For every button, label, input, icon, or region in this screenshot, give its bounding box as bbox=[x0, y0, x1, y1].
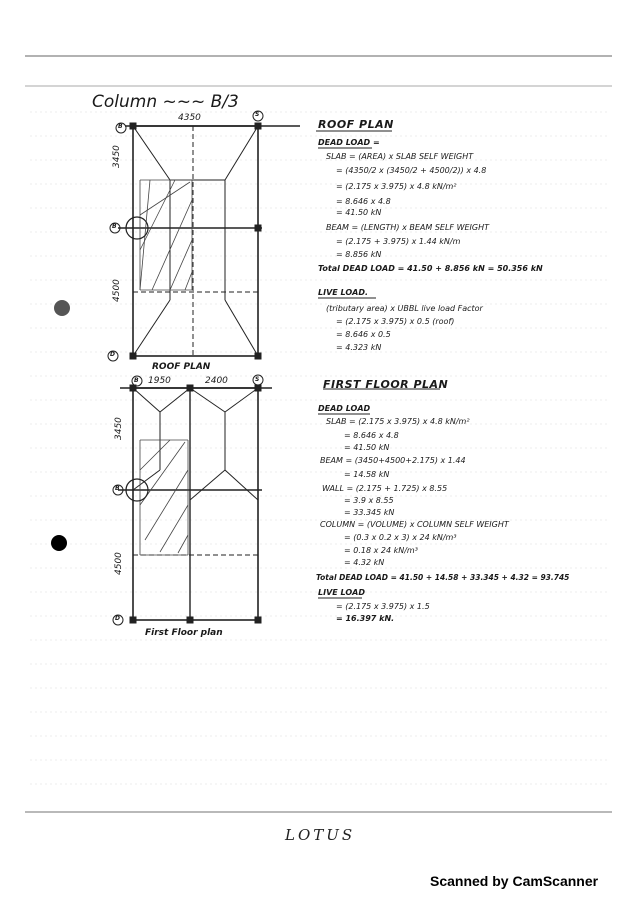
roof-live-line: (tributary area) x UBBL live load Factor bbox=[326, 304, 483, 313]
ff-dim-top-1: 1950 bbox=[148, 376, 171, 386]
ff-dead-line: SLAB = (2.175 x 3.975) x 4.8 kN/m² bbox=[326, 417, 470, 426]
first-floor-plan-drawing bbox=[113, 375, 272, 625]
ff-dead-load-title: DEAD LOAD bbox=[318, 404, 371, 413]
roof-live-load-title: LIVE LOAD. bbox=[318, 288, 368, 297]
roof-dead-line: = 41.50 kN bbox=[336, 208, 382, 217]
ff-plan-caption: First Floor plan bbox=[145, 628, 223, 638]
roof-grid-b: B bbox=[118, 123, 123, 130]
roof-dead-line: = 8.856 kN bbox=[336, 250, 382, 259]
ff-dead-line: WALL = (2.175 + 1.725) x 8.55 bbox=[322, 484, 448, 493]
ff-grid-s: S bbox=[255, 376, 260, 383]
ff-dead-line: = 0.18 x 24 kN/m³ bbox=[344, 546, 418, 555]
ff-live-line: = (2.175 x 3.975) x 1.5 bbox=[336, 602, 430, 611]
ff-dead-line: = (0.3 x 0.2 x 3) x 24 kN/m³ bbox=[344, 533, 457, 542]
roof-dead-line: BEAM = (LENGTH) x BEAM SELF WEIGHT bbox=[326, 223, 489, 232]
roof-dim-top: 4350 bbox=[178, 113, 201, 123]
punch-hole-icon bbox=[54, 300, 70, 316]
ff-plan-title: FIRST FLOOR PLAN bbox=[323, 378, 449, 391]
page-title: Column ~~~ B/3 bbox=[92, 92, 239, 112]
roof-plan-title: ROOF PLAN bbox=[318, 118, 394, 131]
ff-dim-left-2: 4500 bbox=[114, 552, 124, 575]
roof-plan-caption: ROOF PLAN bbox=[152, 362, 211, 372]
ff-dead-line: = 8.646 x 4.8 bbox=[344, 431, 399, 440]
roof-dead-line: = 8.646 x 4.8 bbox=[336, 197, 391, 206]
roof-live-line: = 8.646 x 0.5 bbox=[336, 330, 391, 339]
ff-grid-mid: B bbox=[115, 485, 120, 492]
ff-dead-line: BEAM = (3450+4500+2.175) x 1.44 bbox=[320, 456, 466, 465]
punch-hole-icon bbox=[51, 535, 67, 551]
ff-dead-line: = 14.58 kN bbox=[344, 470, 390, 479]
ff-live-line: = 16.397 kN. bbox=[336, 614, 395, 623]
ff-dim-top-2: 2400 bbox=[205, 376, 228, 386]
roof-grid-mid: B bbox=[112, 223, 117, 230]
roof-grid-d: D bbox=[110, 351, 115, 358]
ff-dead-line: = 4.32 kN bbox=[344, 558, 385, 567]
ff-dead-line: = 3.9 x 8.55 bbox=[344, 496, 394, 505]
ff-dim-left-1: 3450 bbox=[114, 417, 124, 440]
roof-dead-line: = (2.175 + 3.975) x 1.44 kN/m bbox=[336, 237, 461, 246]
roof-dead-line: = (2.175 x 3.975) x 4.8 kN/m² bbox=[336, 182, 457, 191]
lotus-logo: LOTUS bbox=[285, 826, 356, 844]
ff-dead-total: Total DEAD LOAD = 41.50 + 14.58 + 33.345 + 4.32 = 93.745 bbox=[316, 573, 570, 582]
roof-dim-left-2: 4500 bbox=[112, 279, 122, 302]
ff-grid-b: B bbox=[134, 377, 139, 384]
roof-grid-s: S bbox=[255, 111, 260, 118]
roof-dead-line: SLAB = (AREA) x SLAB SELF WEIGHT bbox=[326, 152, 474, 161]
roof-dead-line: = (4350/2 x (3450/2 + 4500/2)) x 4.8 bbox=[336, 166, 487, 175]
scanner-watermark: Scanned by CamScanner bbox=[430, 873, 599, 889]
ff-grid-d: D bbox=[115, 615, 120, 622]
roof-dead-total: Total DEAD LOAD = 41.50 + 8.856 kN = 50.356 kN bbox=[318, 264, 543, 273]
ruled-lines bbox=[30, 112, 610, 784]
ff-dead-line: = 33.345 kN bbox=[344, 508, 395, 517]
roof-dead-load-title: DEAD LOAD = bbox=[318, 138, 380, 147]
roof-plan-drawing bbox=[108, 111, 300, 361]
roof-dim-left-1: 3450 bbox=[112, 145, 122, 168]
roof-live-line: = 4.323 kN bbox=[336, 343, 382, 352]
ff-dead-line: COLUMN = (VOLUME) x COLUMN SELF WEIGHT bbox=[320, 520, 509, 529]
ff-live-load-title: LIVE LOAD bbox=[318, 588, 365, 597]
ff-dead-line: = 41.50 kN bbox=[344, 443, 390, 452]
roof-live-line: = (2.175 x 3.975) x 0.5 (roof) bbox=[336, 317, 455, 326]
